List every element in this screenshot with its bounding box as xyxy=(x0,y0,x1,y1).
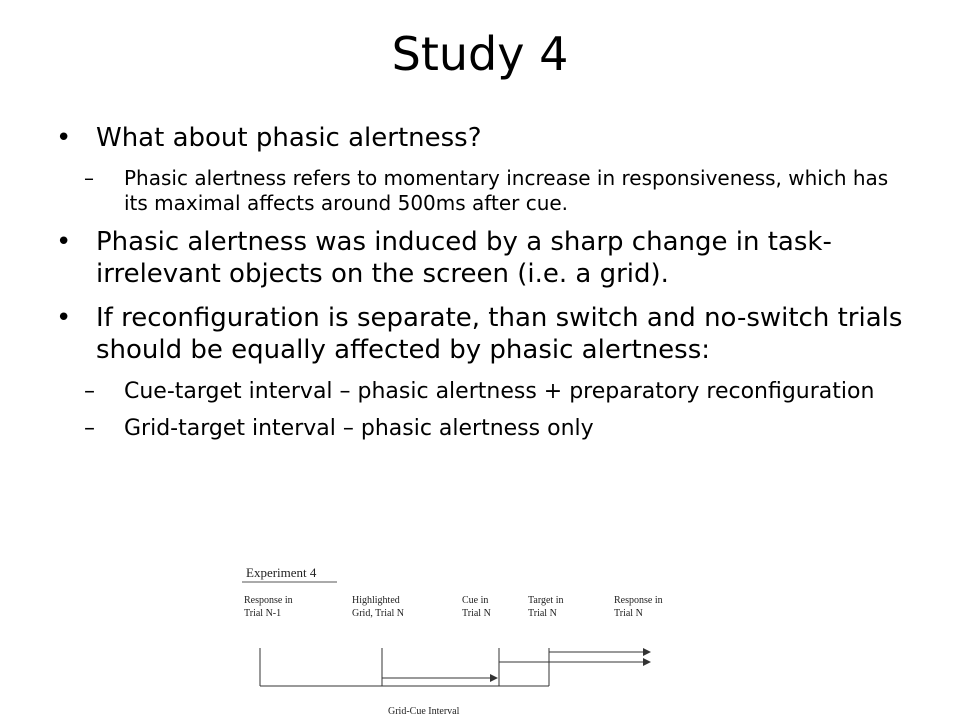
sub-bullet-marker: – xyxy=(84,166,94,190)
sub-bullet-marker: – xyxy=(84,416,95,441)
bullet-grid-induction xyxy=(56,226,916,290)
sub-bullet-cue-target xyxy=(56,378,916,405)
bullet-text: What about phasic alertness? xyxy=(96,123,482,153)
sub-bullet-definition xyxy=(56,166,916,216)
bullet-phasic-question xyxy=(56,122,916,154)
label-cue: Cue in Trial N xyxy=(462,595,491,619)
label-response-current: Response in Trial N xyxy=(614,595,663,619)
bullet-marker: • xyxy=(56,227,72,257)
slide-title: Study 4 xyxy=(391,27,569,81)
label-target: Target in Trial N xyxy=(528,595,564,619)
label-highlighted-grid: Highlighted Grid, Trial N xyxy=(352,595,404,619)
bullet-marker: • xyxy=(56,303,72,333)
sub-bullet-text: Cue-target interval – phasic alertness + preparatory reconfiguration xyxy=(124,379,875,404)
bullet-list xyxy=(56,122,916,452)
bullet-reconfiguration xyxy=(56,302,916,366)
bullet-text: Phasic alertness was induced by a sharp change in task-irrelevant objects on the screen (i.e. a grid). xyxy=(96,227,832,289)
sub-bullet-text: Grid-target interval – phasic alertness only xyxy=(124,416,594,441)
bullet-marker: • xyxy=(56,123,72,153)
sub-bullet-marker: – xyxy=(84,379,95,404)
timeline-lines xyxy=(260,648,650,686)
sub-bullet-grid-target xyxy=(56,415,916,442)
bullet-text: If reconfiguration is separate, than switch and no-switch trials should be equally affected by phasic alertness: xyxy=(96,303,903,365)
label-response-prev: Response in Trial N-1 xyxy=(244,595,293,619)
figure-title: Experiment 4 xyxy=(246,565,317,580)
sub-bullet-text: Phasic alertness refers to momentary increase in responsiveness, which has its maximal affects around 500ms after cue. xyxy=(124,166,889,215)
experiment-timeline-figure xyxy=(232,558,692,720)
grid-cue-interval-label: Grid-Cue Interval xyxy=(388,706,460,717)
